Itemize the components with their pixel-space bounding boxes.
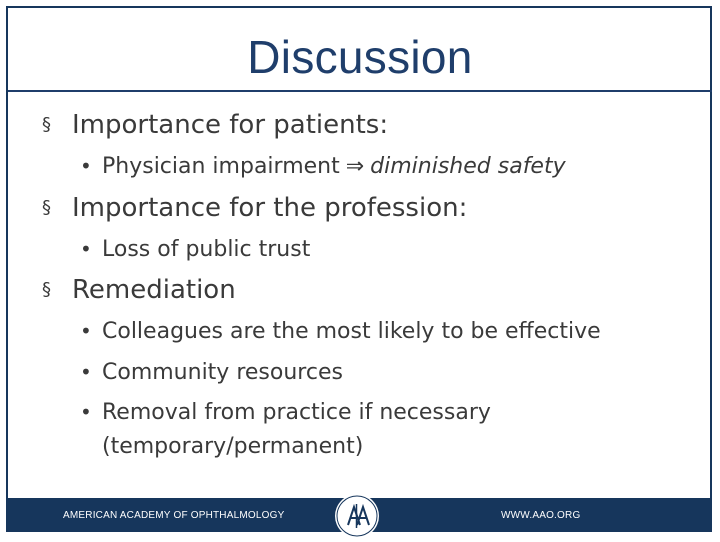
title-divider bbox=[8, 90, 712, 92]
sub-bullet-item bbox=[80, 400, 491, 425]
bullet-marker: § bbox=[42, 279, 51, 300]
bullet-text: Importance for patients: bbox=[72, 110, 389, 140]
bullet-text: Importance for the profession: bbox=[72, 193, 468, 223]
sub-bullet-item bbox=[80, 360, 343, 385]
sub-bullet-item bbox=[80, 154, 566, 179]
sub-bullet-item bbox=[80, 319, 601, 344]
footer-organization: AMERICAN ACADEMY OF OPHTHALMOLOGY bbox=[63, 510, 285, 521]
sub-bullet-text: Physician impairment bbox=[102, 154, 340, 179]
implies-arrow-icon: ⇒ bbox=[345, 154, 365, 179]
sub-bullet-marker: • bbox=[80, 319, 92, 343]
sub-bullet-marker: • bbox=[80, 400, 92, 424]
sub-bullet-continuation: (temporary/permanent) bbox=[102, 434, 364, 459]
sub-bullet-marker: • bbox=[80, 237, 92, 261]
bullet-item bbox=[42, 110, 388, 140]
sub-bullet-text: Community resources bbox=[102, 360, 343, 385]
bullet-marker: § bbox=[42, 114, 51, 135]
sub-bullet-emphasis: diminished safety bbox=[370, 154, 566, 179]
slide-title: Discussion bbox=[247, 31, 473, 83]
sub-bullet-marker: • bbox=[80, 360, 92, 384]
aao-logo-icon bbox=[335, 494, 379, 538]
bullet-item bbox=[42, 193, 467, 223]
sub-bullet-text: Removal from practice if necessary bbox=[102, 400, 491, 425]
sub-bullet-marker: • bbox=[80, 154, 92, 178]
bullet-marker: § bbox=[42, 197, 51, 218]
bullet-text: Remediation bbox=[72, 275, 236, 305]
sub-bullet-text: Loss of public trust bbox=[102, 237, 311, 262]
sub-bullet-text: Colleagues are the most likely to be effective bbox=[102, 319, 601, 344]
footer-website: WWW.AAO.ORG bbox=[501, 510, 581, 521]
sub-bullet-item bbox=[80, 237, 310, 262]
bullet-item bbox=[42, 275, 236, 305]
